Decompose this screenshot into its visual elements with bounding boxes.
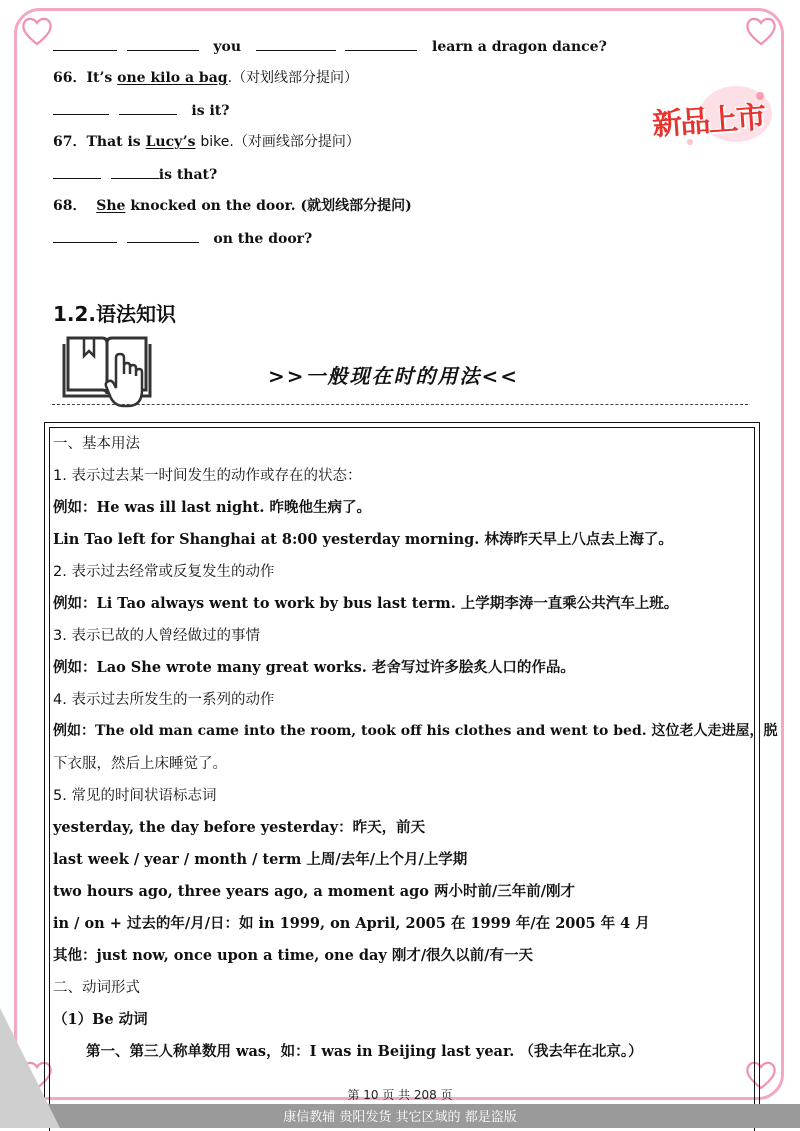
heart-icon-top-left (20, 14, 54, 48)
footer-watermark: 康信教辅 贵阳发货 其它区域的 都是盗版 (283, 1110, 517, 1125)
heart-icon-top-right (744, 14, 778, 48)
q67-suffix: bike.（对画线部分提问） (200, 134, 360, 150)
content-heading-verb-forms: 二、动词形式 (53, 980, 140, 996)
q66-answer-line (53, 100, 229, 119)
q65-you: you (213, 39, 242, 55)
q67-answer-tail: is that? (158, 167, 218, 183)
new-product-stamp (650, 84, 784, 154)
answer-blank[interactable] (345, 36, 417, 51)
content-time-words-1: yesterday, the day before yesterday：昨天，前天 (53, 819, 426, 836)
content-be-verb-rule: 第一、第三人称单数用 was，如：I was in Beijing last year. （我去年在北京。） (86, 1043, 643, 1060)
q68-question (53, 195, 412, 215)
q68-underlined: She (96, 198, 126, 214)
dashed-divider (52, 404, 748, 405)
q68-answer-line (53, 228, 312, 247)
q66-prefix: 66．It’s (53, 70, 113, 86)
content-example-3: 例如：Lao She wrote many great works. 老舍写过许多脍炙人口的作品。 (53, 659, 575, 676)
content-time-words-5: 其他：just now, once upon a time, one day 刚才/很久以前/有一天 (53, 947, 533, 964)
q65-end: learn a dragon dance? (432, 39, 607, 55)
q68-answer-tail: on the door? (213, 231, 313, 247)
q67-answer-line (53, 164, 217, 183)
answer-blank[interactable] (119, 100, 177, 115)
q65-answer-line (53, 36, 607, 55)
content-rule-2: 2. 表示过去经常或反复发生的动作 (53, 564, 275, 580)
q66-question (53, 67, 358, 87)
q68-suffix: knocked on the door. (就划线部分提问) (130, 198, 412, 214)
answer-blank[interactable] (127, 228, 199, 243)
content-time-words-4: in / on + 过去的年/月/日：如 in 1999, on April, 2005 在 1999 年/在 2005 年 4 月 (53, 915, 650, 932)
q68-prefix: 68． (53, 198, 87, 214)
q67-prefix: 67．That is (53, 134, 141, 150)
grammar-banner-title: >>一般现在时的用法<< (268, 364, 520, 388)
answer-blank[interactable] (53, 228, 117, 243)
content-example-4b: 下衣服，然后上床睡觉了。 (53, 756, 227, 772)
content-rule-1: 1. 表示过去某一时间发生的动作或存在的状态： (53, 468, 362, 484)
content-example-1: 例如：He was ill last night. 昨晚他生病了。 (53, 499, 371, 516)
content-heading-basic-usage: 一、基本用法 (53, 436, 140, 452)
q66-suffix: .（对划线部分提问） (227, 70, 359, 86)
q66-underlined: one kilo a bag (117, 70, 228, 86)
content-time-words-3: two hours ago, three years ago, a moment ago 两小时前/三年前/刚才 (53, 883, 576, 900)
answer-blank[interactable] (53, 100, 109, 115)
q66-answer-tail: is it? (191, 103, 230, 119)
content-be-verb: （1）Be 动词 (53, 1011, 148, 1028)
answer-blank[interactable] (53, 36, 117, 51)
content-example-1b: Lin Tao left for Shanghai at 8:00 yesterday morning. 林涛昨天早上八点去上海了。 (53, 531, 673, 548)
answer-blank[interactable] (127, 36, 199, 51)
section-title: 1.2.语法知识 (53, 302, 177, 326)
content-example-2: 例如：Li Tao always went to work by bus last term. 上学期李涛一直乘公共汽车上班。 (53, 595, 679, 612)
content-time-words-2: last week / year / month / term 上周/去年/上个月/上学期 (53, 851, 468, 868)
content-rule-5: 5. 常见的时间状语标志词 (53, 788, 217, 804)
content-example-4: 例如：The old man came into the room, took off his clothes and went to bed. 这位老人走进屋，脱 (53, 723, 778, 739)
answer-blank[interactable] (256, 36, 336, 51)
answer-blank[interactable] (111, 164, 159, 179)
q67-question (53, 131, 360, 151)
content-rule-3: 3. 表示已故的人曾经做过的事情 (53, 628, 260, 644)
book-icon (62, 330, 152, 412)
q67-underlined: Lucy’s (145, 134, 196, 150)
page-number: 第 10 页 共 208 页 (347, 1088, 453, 1102)
content-rule-4: 4. 表示过去所发生的一系列的动作 (53, 692, 275, 708)
answer-blank[interactable] (53, 164, 101, 179)
stamp-text: 新品上市 (651, 100, 766, 143)
